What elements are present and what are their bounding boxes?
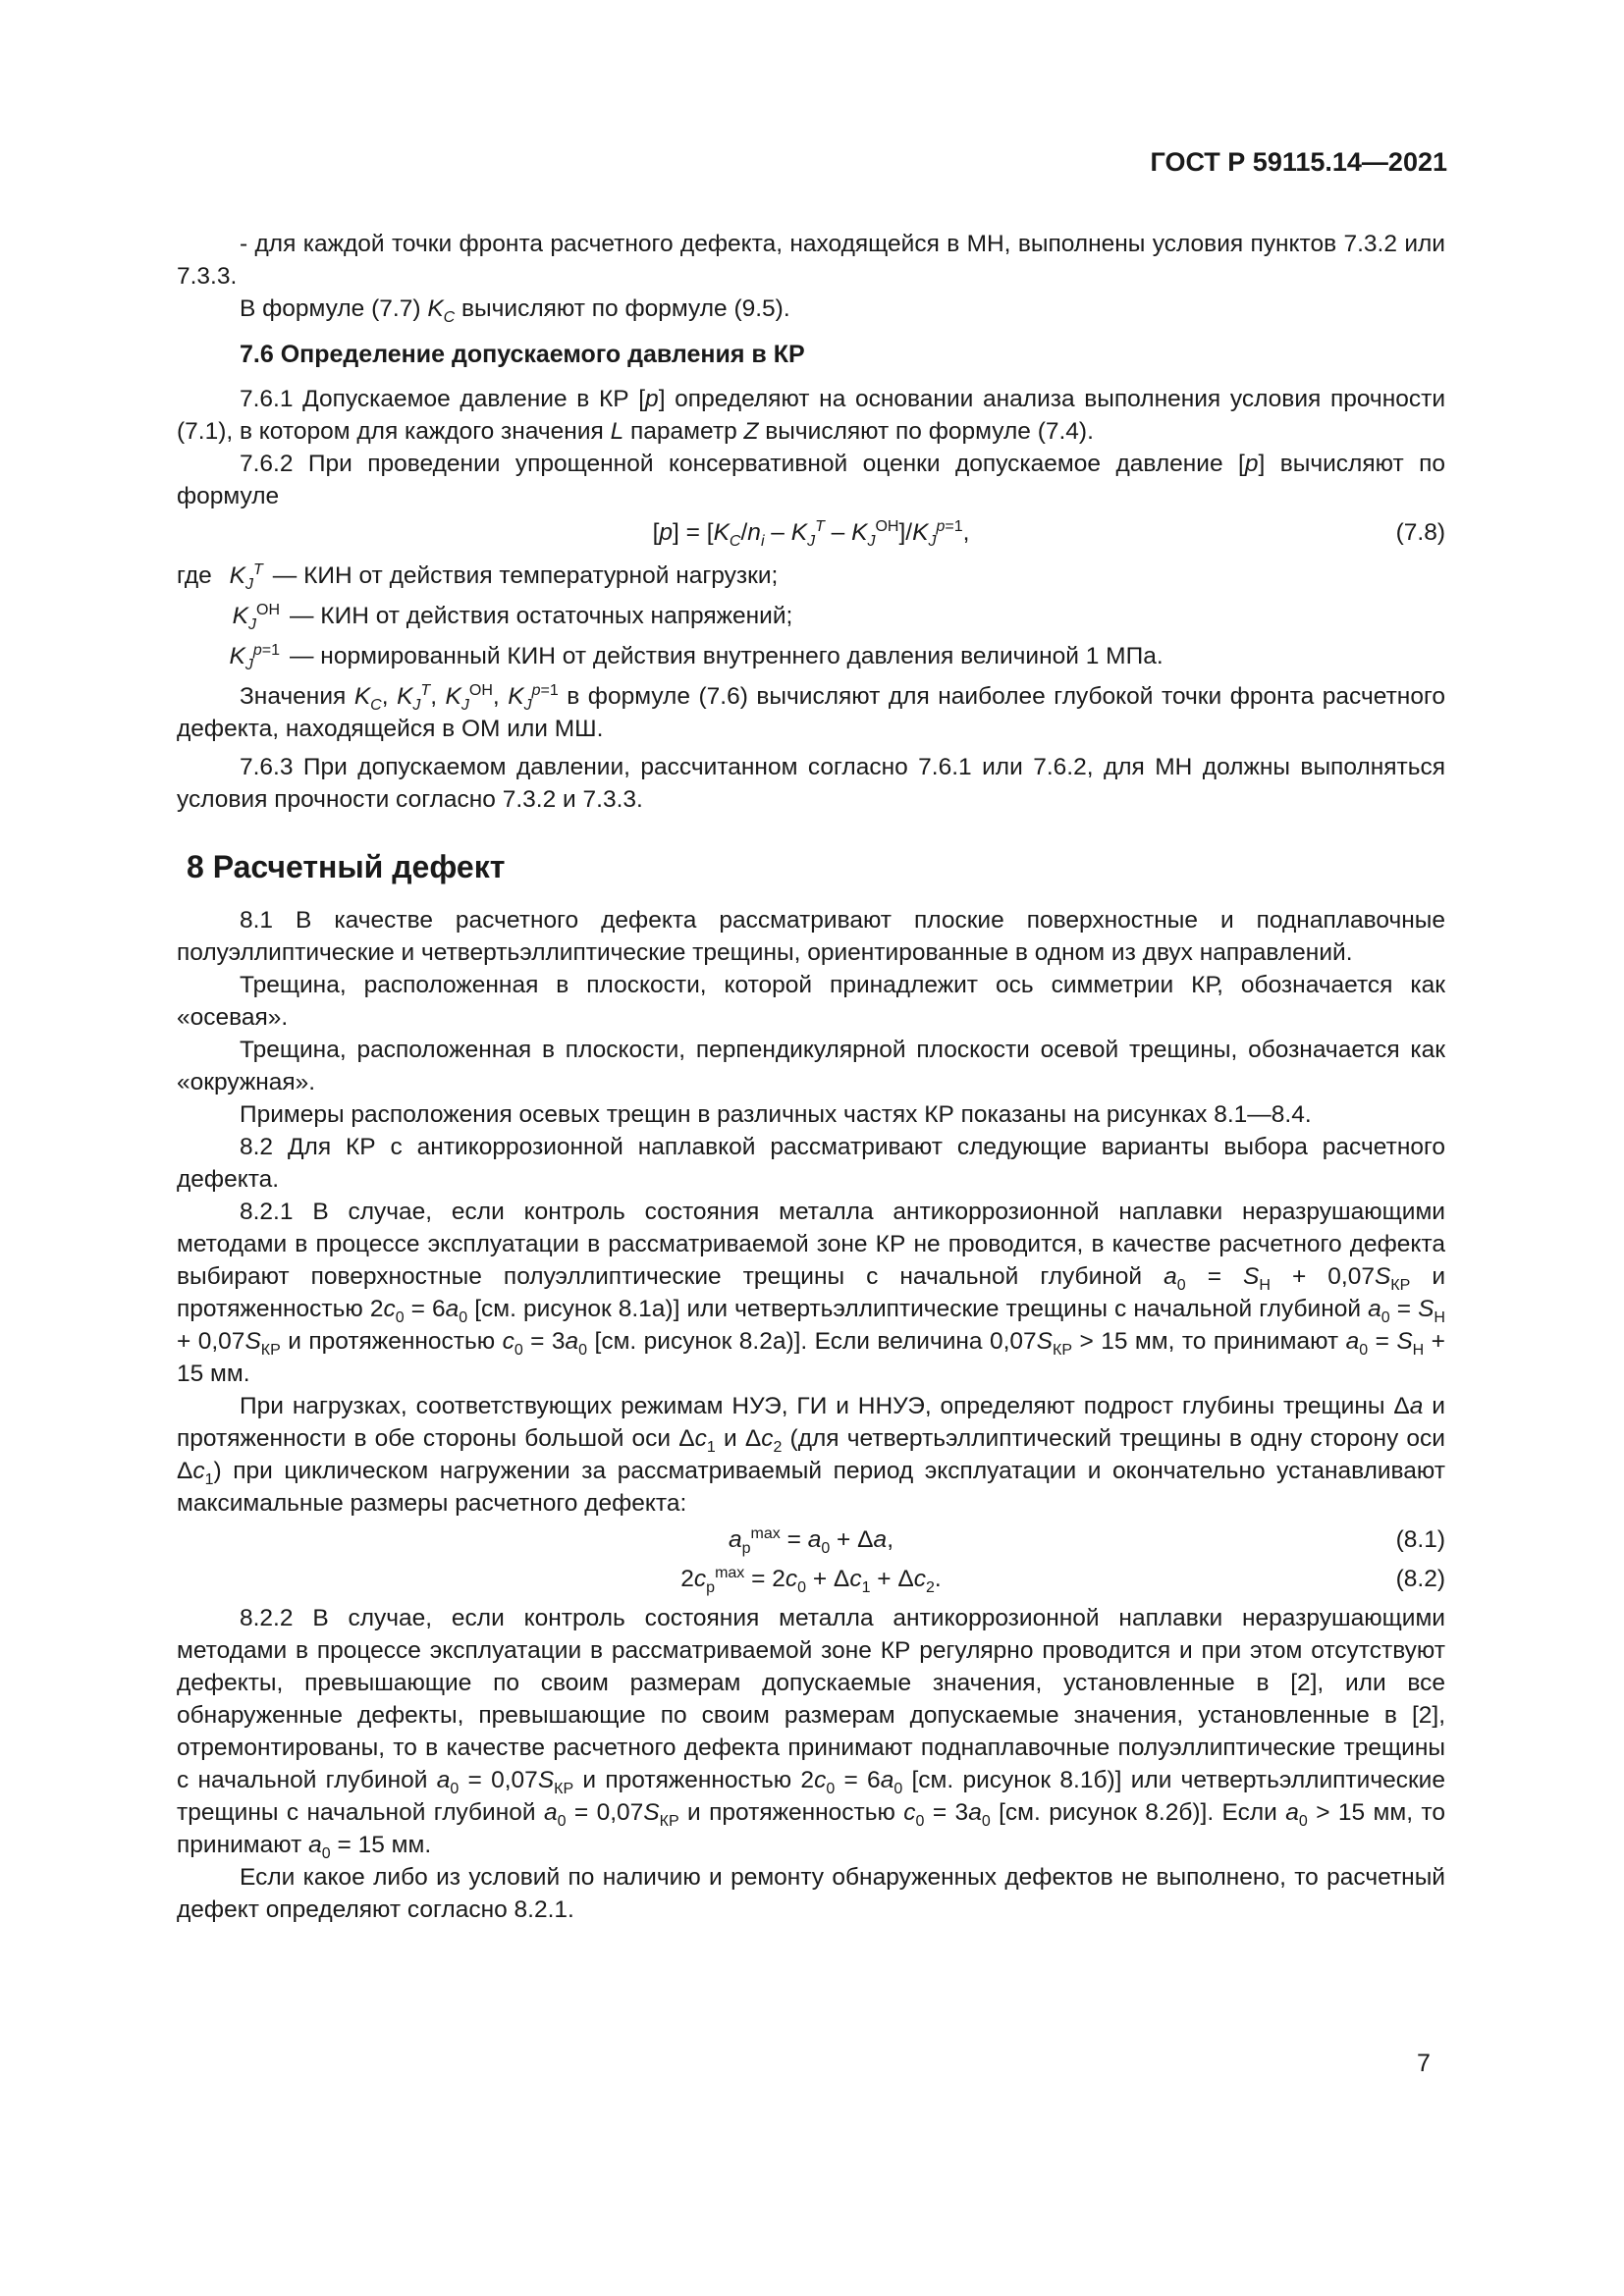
paragraph-7-6-1: 7.6.1 Допускаемое давление в КР [p] определяют на основании анализа выполнения условия прочности (7.1), в котором для каждого значения L параметр Z вычисляют по формуле (7.4). bbox=[177, 386, 1446, 445]
paragraph-values: Значения $K_C$, $K_J^T$, $K_J^{ОН}$, $K_J^{p=1}$ в формуле (7.6) вычисляют для наиболее глубокой точки фронта расчетного дефекта, находящейся в ОМ или МШ. bbox=[177, 681, 1445, 742]
formula-8-2 bbox=[177, 1563, 1445, 1598]
paragraph-7-6-2: 7.6.2 При проведении упрощенной консервативной оценки допускаемое давление [p] вычисляют по формуле bbox=[177, 451, 1445, 509]
page-content bbox=[177, 228, 1445, 1926]
paragraph-last: Если какое либо из условий по наличию и ремонту обнаруженных дефектов не выполнено, то расчетный дефект определяют согласно 8.2.1. bbox=[177, 1864, 1445, 1923]
term-kjt: где $K_J^T$ — КИН от действия температурной нагрузки; bbox=[177, 561, 779, 593]
paragraph-circumferential-crack: Трещина, расположенная в плоскости, перпендикулярной плоскости осевой трещины, обозначается как «окружная». bbox=[177, 1037, 1445, 1095]
formula-8-2-expression: $2c_p^{max} = 2c_0 + \Delta c_1 + \Delta c_2$. bbox=[680, 1564, 942, 1596]
formula-7-8-expression: $[p] = [K_C/n_i - K_J^T - K_J^{ОН}]/K_J^{p=1}$, bbox=[652, 517, 970, 550]
term-kjp1: $K_J^{p=1}$ — нормированный КИН от действия внутреннего давления величиной 1 МПа. bbox=[177, 640, 1445, 672]
symbol-kjoh: $K_J^{ОН}$ bbox=[232, 601, 280, 633]
section-heading-8: 8 Расчетный дефект bbox=[187, 849, 506, 884]
paragraph-8-1: 8.1 В качестве расчетного дефекта рассматривают плоские поверхностные и поднаплавочные полуэллиптические и четвертьэллиптические трещины, ориентированные в одном из двух направлений. bbox=[177, 907, 1445, 966]
paragraph-front-conditions: - для каждой точки фронта расчетного дефекта, находящейся в МН, выполнены условия пунктов 7.3.2 или 7.3.3. bbox=[177, 231, 1445, 290]
formula-8-1-number: (8.1) bbox=[1395, 1526, 1445, 1553]
formula-7-8-number: (7.8) bbox=[1395, 519, 1445, 546]
symbol-kjp1: $K_J^{p=1}$ bbox=[229, 641, 280, 673]
paragraph-kc-formula: В формуле (7.7) $K_C$ вычисляют по формуле (9.5). bbox=[240, 295, 790, 326]
formula-8-1 bbox=[177, 1523, 1445, 1559]
paragraph-8-2: 8.2 Для КР с антикоррозионной наплавкой рассматривают следующие варианты выбора расчетного дефекта. bbox=[177, 1134, 1445, 1193]
paragraph-8-2-1: 8.2.1 В случае, если контроль состояния металла антикоррозионной наплавки неразрушающими методами в процессе эксплуатации в рассматриваемой зоне КР не проводится, в качестве расчетного дефекта выбирают поверхностные полуэллиптические трещины с начальной глубиной $a_0 = S_Н + 0,07S_{КР}$ и протяженностью $2c_0 = 6a_0$ [см. рисунок 8.1а)] или четвертьэллиптические трещины с начальной глубиной $a_0 = S_Н + 0,07S_{КР}$ и протяженностью $c_0 = 3a_0$ [см. рисунок 8.2а)]. Если величина $0,07S_{КР} > 15$ мм, то принимают $a_0 = S_Н + 15$ мм. bbox=[177, 1199, 1445, 1387]
paragraph-loads: При нагрузках, соответствующих режимам НУЭ, ГИ и ННУЭ, определяют подрост глубины трещины Δa и протяженности в обе стороны большой оси $\Delta c_1$ и $\Delta c_2$ (для четвертьэллиптический трещины в одну сторону оси $\Delta c_1$) при циклическом нагружении за рассматриваемый период эксплуатации и окончательно устанавливают максимальные размеры расчетного дефекта: bbox=[177, 1393, 1445, 1517]
document-header: ГОСТ Р 59115.14—2021 bbox=[1150, 147, 1447, 177]
paragraph-axial-crack: Трещина, расположенная в плоскости, которой принадлежит ось симметрии КР, обозначается как «осевая». bbox=[177, 972, 1445, 1031]
page-number: 7 bbox=[1417, 2050, 1431, 2077]
paragraph-8-2-2: 8.2.2 В случае, если контроль состояния металла антикоррозионной наплавки неразрушающими методами в процессе эксплуатации в рассматриваемой зоне КР регулярно проводится и при этом отсутствуют дефекты, превышающие по своим размерам допускаемые значения, установленные в [2], или все обнаруженные дефекты, превышающие по своим размерам допускаемые значения, установленные в [2], отремонтированы, то в качестве расчетного дефекта принимают поднаплавочные полуэллиптические трещины с начальной глубиной $a_0 = 0,07S_{КР}$ и протяженностью $2c_0 = 6a_0$ [см. рисунок 8.1б)] или четвертьэллиптические трещины с начальной глубиной $a_0 = 0,07S_{КР}$ и протяженностью $c_0 = 3a_0$ [см. рисунок 8.2б)]. Если $a_0 > 15$ мм, то принимают $a_0 = 15$ мм. bbox=[177, 1605, 1446, 1862]
formula-8-1-expression: $a_p^{max} = a_0 + \Delta a$, bbox=[729, 1524, 893, 1557]
paragraph-7-6-3: 7.6.3 При допускаемом давлении, рассчитанном согласно 7.6.1 или 7.6.2, для МН должны выполняться условия прочности согласно 7.3.2 и 7.3.3. bbox=[177, 754, 1445, 813]
formula-7-8 bbox=[177, 516, 1445, 552]
section-heading-7-6: 7.6 Определение допускаемого давления в КР bbox=[240, 341, 805, 368]
paragraph-examples: Примеры расположения осевых трещин в различных частях КР показаны на рисунках 8.1—8.4. bbox=[240, 1101, 1312, 1128]
term-kjoh: $K_J^{ОН}$ — КИН от действия остаточных напряжений; bbox=[177, 600, 1445, 632]
symbol-kjt: $K_J^T$ bbox=[229, 561, 263, 593]
formula-8-2-number: (8.2) bbox=[1395, 1566, 1445, 1592]
